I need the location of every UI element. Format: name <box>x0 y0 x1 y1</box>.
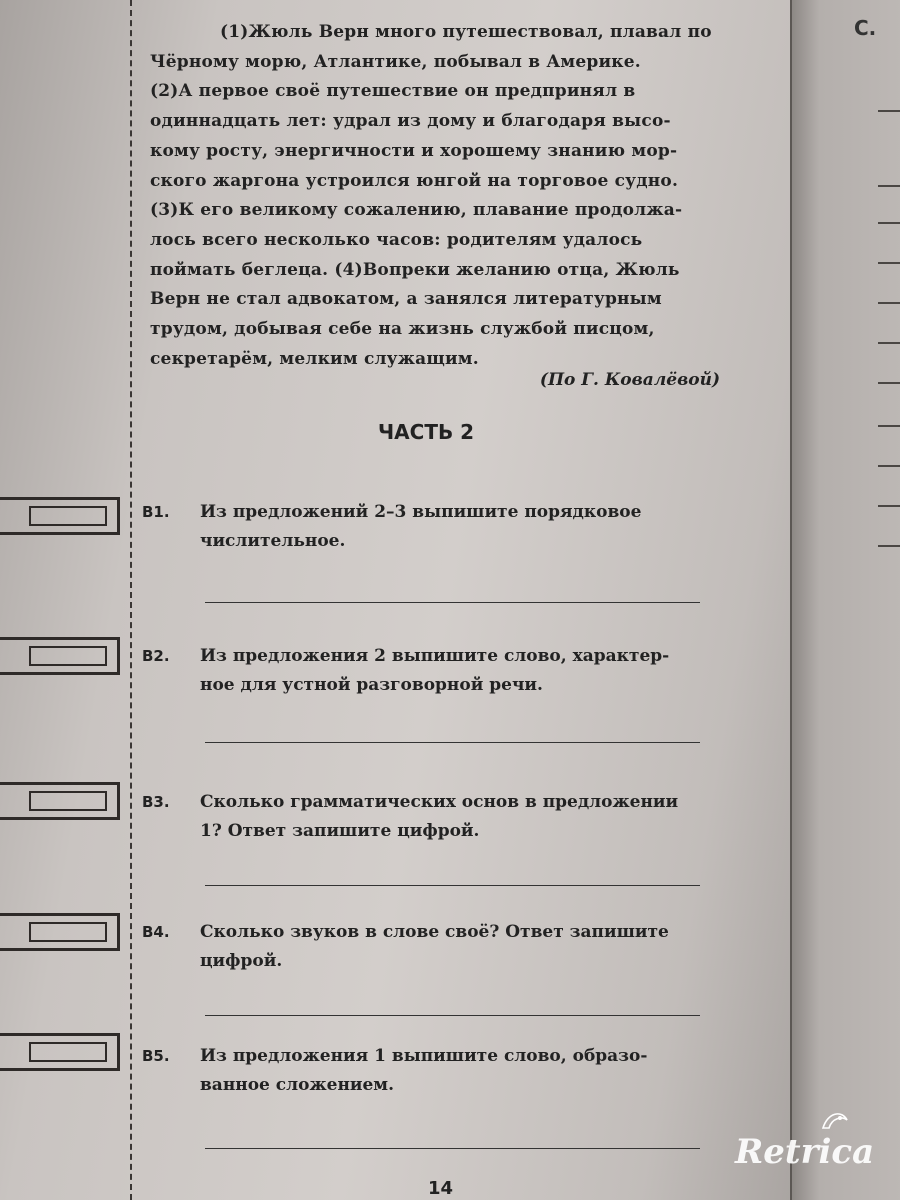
answer-cell-b5 <box>29 1042 107 1062</box>
next-page-line <box>878 222 900 224</box>
next-page-line <box>878 545 900 547</box>
answer-line-b3[interactable] <box>205 885 700 886</box>
answer-line-b5[interactable] <box>205 1148 700 1149</box>
question-number: В4. <box>142 923 170 941</box>
question-line: Сколько грамматических основ в предложении <box>200 792 679 812</box>
question-number: В1. <box>142 503 170 521</box>
passage-line: секретарём, мелким служащим. <box>150 348 479 369</box>
answer-line-b2[interactable] <box>205 742 700 743</box>
question-text <box>200 788 720 846</box>
question-text <box>200 918 720 976</box>
passage-author: (По Г. Ковалёвой) <box>539 370 720 390</box>
next-page-line <box>878 302 900 304</box>
next-page-edge <box>790 0 900 1200</box>
question-line: цифрой. <box>200 951 283 971</box>
question-number: В3. <box>142 793 170 811</box>
next-page-line <box>878 425 900 427</box>
answer-cell-b4 <box>29 922 107 942</box>
passage-line: одиннадцать лет: удрал из дому и благодаря высо- <box>150 111 671 132</box>
answer-box-b5 <box>0 1033 120 1071</box>
part-title: ЧАСТЬ 2 <box>378 420 475 444</box>
next-page-line <box>878 110 900 112</box>
question-number: В2. <box>142 647 170 665</box>
question-text <box>200 642 720 700</box>
next-page-line <box>878 382 900 384</box>
next-page-line <box>878 465 900 467</box>
passage-line: Чёрному морю, Атлантике, побывал в Америке. <box>150 51 641 72</box>
reading-passage <box>150 18 720 374</box>
answer-box-b3 <box>0 782 120 820</box>
answer-box-b2 <box>0 637 120 675</box>
passage-line: кому росту, энергичности и хорошему знанию мор- <box>150 140 678 161</box>
passage-line: поймать беглеца. (4)Вопреки желанию отца, Жюль <box>150 259 680 280</box>
next-page-line <box>878 342 900 344</box>
answer-cell-b1 <box>29 506 107 526</box>
answer-box-b4 <box>0 913 120 951</box>
question-text <box>200 498 720 556</box>
question-line: Сколько звуков в слове своё? Ответ запишите <box>200 922 669 942</box>
watermark: Retrica <box>735 1132 875 1172</box>
passage-line: (2)А первое своё путешествие он предпринял в <box>150 81 636 102</box>
next-page-line <box>878 505 900 507</box>
question-number: В5. <box>142 1047 170 1065</box>
question-line: 1? Ответ запишите цифрой. <box>200 821 480 841</box>
passage-line: ского жаргона устроился юнгой на торговое судно. <box>150 170 679 191</box>
question-line: Из предложения 1 выпишите слово, образо- <box>200 1046 648 1066</box>
passage-line: трудом, добывая себе на жизнь службой писцом, <box>150 319 655 340</box>
page-number: 14 <box>428 1178 454 1199</box>
question-line: ванное сложением. <box>200 1075 394 1095</box>
answer-line-b4[interactable] <box>205 1015 700 1016</box>
answer-cell-b3 <box>29 791 107 811</box>
answer-cell-b2 <box>29 646 107 666</box>
passage-line: Верн не стал адвокатом, а занялся литературным <box>150 289 662 310</box>
question-text <box>200 1042 720 1100</box>
question-line: ное для устной разговорной речи. <box>200 675 543 695</box>
question-line: Из предложений 2–3 выпишите порядковое <box>200 502 642 522</box>
passage-line: лось всего несколько часов: родителям удалось <box>150 229 643 250</box>
answer-box-b1 <box>0 497 120 535</box>
answer-line-b1[interactable] <box>205 602 700 603</box>
next-page-line <box>878 185 900 187</box>
passage-line: (1)Жюль Верн много путешествовал, плавал по <box>220 22 712 42</box>
passage-line: (3)К его великому сожалению, плавание продолжа- <box>150 200 683 221</box>
next-page-line <box>878 262 900 264</box>
next-page-letter: С. <box>854 16 877 40</box>
question-line: Из предложения 2 выпишите слово, характер- <box>200 646 670 666</box>
question-line: числительное. <box>200 531 346 551</box>
cut-line <box>130 0 132 1200</box>
